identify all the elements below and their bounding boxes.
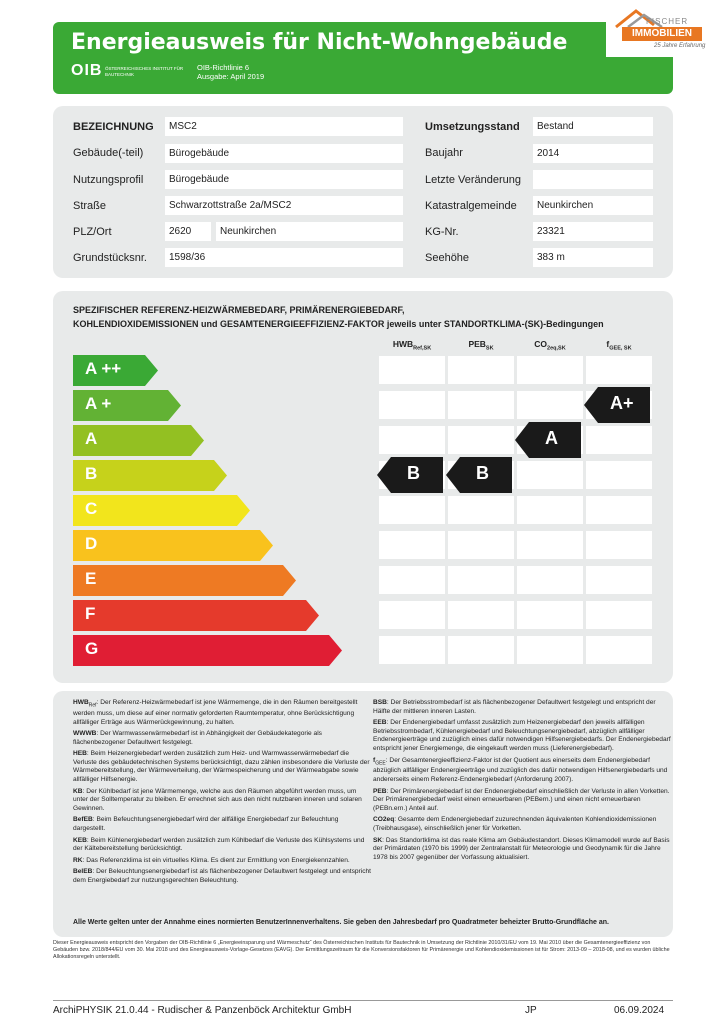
definition-text: : Der Endenergiebedarf umfasst zusätzlich zum Heizenergiebedarf den jeweils allfälligen Betriebsstrombedarf, Kühlenergiebedarf und Beleuchtungsenergiebedarf, abzüglich allfälliger Endenergieerträge und zuzüglich eines dafür notwendigen Hilfsenergiebedarfs. Der Endenergiebedarf entspricht jener Energiemenge, die eingekauft werden muss (Lieferenergiebedarf). <box>373 719 671 752</box>
grid-cell <box>517 636 583 664</box>
definition-text: : Der Kühlbedarf ist jene Wärmemenge, welche aus den Räumen abgeführt werden muss, um unter der Solltemperatur zu bleiben. Er errechnet sich aus den nicht nutzbaren inneren und solaren Gewinnen. <box>73 787 362 812</box>
strasse-value: Schwarzottstraße 2a/MSC2 <box>165 196 403 215</box>
definition-item <box>373 816 671 833</box>
grid-cell <box>448 356 514 384</box>
definition-item <box>73 699 371 727</box>
rating-title-line2: KOHLENDIOXIDEMISSIONEN und GESAMTENERGIEEFFIZIENZ-FAKTOR jeweils unter STANDORTKLIMA-(SK)-Bedingungen <box>73 319 604 329</box>
energy-band-4 <box>73 495 251 524</box>
footer-initials: JP <box>525 1005 537 1016</box>
definition-term-sub: Ref <box>88 702 97 709</box>
grid-cell <box>379 356 445 384</box>
result-marker-2 <box>515 422 583 458</box>
energy-band-7 <box>73 600 320 629</box>
grid-cell <box>448 566 514 594</box>
definition-text: : Beim Kühlenergiebedarf werden zusätzlich zum Kühlbedarf die Verluste des Kühlsystems und der Kältebereitstellung berücksichtigt. <box>73 836 365 853</box>
grid-cell <box>448 426 514 454</box>
energy-band-label: A ++ <box>85 359 122 378</box>
footer-software: ArchiPHYSIK 21.0.44 - Rudischer & Panzenböck Architektur GmbH <box>53 1005 352 1016</box>
definition-text: : Gesamte dem Endenergiebedarf zuzurechnenden äquivalenten Kohlendioxidemissionen (Treibhausgase), einschließlich jener für Vorketten. <box>373 816 657 833</box>
column-header-3 <box>586 339 652 352</box>
grundstuecksnr-label: Grundstücksnr. <box>73 252 147 264</box>
definition-text: : Der Gesamtenergieeffizienz-Faktor ist der Quotient aus einerseits dem Endenergiebedarf abzüglich allfälliger Endenergieerträge und zuzüglich des dafür notwendigen Hilfsenergiebedarfs und andererseits einem Referenz-Endenergiebedarf (Anforderung 2007). <box>373 756 668 784</box>
grundstuecksnr-value: 1598/36 <box>165 248 403 267</box>
kg-nr-label: KG-Nr. <box>425 226 459 238</box>
result-marker-label: A <box>545 428 558 448</box>
energy-band-label: D <box>85 534 98 553</box>
plz-ort-label: PLZ/Ort <box>73 226 112 238</box>
richtlinie-info <box>197 63 264 81</box>
brand-name-top: FISCHER <box>646 17 689 26</box>
richtlinie-label: OIB-Richtlinie 6 <box>197 63 250 72</box>
result-marker-label: B <box>476 463 489 483</box>
definition-text: : Das Standortklima ist das reale Klima am Gebäudestandort. Dieses Klimamodell wurde auf Basis der Primärdaten (1970 bis 1999) der Zentralanstalt für Meteorologie und Geodynamik für die Jahre 1978 bis 2007 gegenüber der Vorfassung aktualisiert. <box>373 836 670 861</box>
ausgabe-label: Ausgabe: April 2019 <box>197 72 265 81</box>
grid-cell <box>517 601 583 629</box>
energy-band-5 <box>73 530 274 559</box>
definition-term: KEB <box>73 836 87 844</box>
brand-name-main: IMMOBILIEN <box>622 27 702 41</box>
column-header-main: CO <box>534 339 548 349</box>
definition-term: EEB <box>373 719 387 727</box>
oib-logo: OIB <box>71 62 103 79</box>
grid-cell <box>517 566 583 594</box>
grid-cell <box>517 496 583 524</box>
grid-cell <box>586 566 652 594</box>
definition-text: : Der Warmwasserwärmebedarf ist in Abhängigkeit der Gebäudekategorie als flächenbezogener Defaultwert festgelegt. <box>73 730 322 746</box>
energy-band-0 <box>73 355 159 384</box>
energy-band-label: C <box>85 499 98 518</box>
baujahr-value: 2014 <box>533 144 653 163</box>
grid-cell <box>586 496 652 524</box>
definition-item <box>73 857 371 866</box>
grid-cell <box>448 636 514 664</box>
result-marker-1 <box>446 457 514 493</box>
definition-item <box>73 868 371 885</box>
energy-band-label: G <box>85 639 99 658</box>
header-banner <box>53 22 673 94</box>
umsetzungsstand-value: Bestand <box>533 117 653 136</box>
definition-term: WWWB <box>73 730 97 738</box>
energy-band-label: A + <box>85 394 112 413</box>
definition-item <box>373 757 671 785</box>
grid-cell <box>586 531 652 559</box>
definitions-note: Alle Werte gelten unter der Annahme eines normierten BenutzerInnenverhaltens. Sie geben den Jahresbedarf pro Quadratmeter beheizter Brutto-Grundfläche an. <box>73 919 610 926</box>
grid-cell <box>448 531 514 559</box>
energy-band-8 <box>73 635 343 664</box>
column-header-sub: Ref,SK <box>413 345 432 352</box>
column-header-sub: SK <box>485 345 494 352</box>
grid-cell <box>379 636 445 664</box>
definition-term: HWB <box>73 699 89 706</box>
gebaeude-value: Bürogebäude <box>165 144 403 163</box>
gebaeude-label: Gebäude(-teil) <box>73 147 144 159</box>
kg-nr-value: 23321 <box>533 222 653 241</box>
seehoehe-label: Seehöhe <box>425 252 470 264</box>
definitions-panel <box>53 691 673 937</box>
result-marker-label: A+ <box>610 393 634 413</box>
rating-title <box>73 303 663 331</box>
definition-item <box>73 788 371 814</box>
definition-term: KB <box>73 787 83 795</box>
oib-institute-name: ÖSTERREICHISCHES INSTITUT FÜR BAUTECHNIK <box>105 66 184 77</box>
brand-tagline: 25 Jahre Erfahrung <box>654 43 706 49</box>
energy-band-shape <box>73 635 342 666</box>
katastralgemeinde-value: Neunkirchen <box>533 196 653 215</box>
grid-cell <box>586 461 652 489</box>
definition-text: : Der Beleuchtungsenergiebedarf ist als flächenbezogener Defaultwert festgelegt und entspricht dem Energiebedarf zur nutzungsgerechten Beleuchtung. <box>73 868 371 884</box>
definition-term: BelEB <box>73 868 93 876</box>
grid-cell <box>379 566 445 594</box>
definition-term: RK <box>73 856 83 864</box>
grid-cell <box>448 391 514 419</box>
definition-term: HEB <box>73 750 87 758</box>
bezeichnung-label: BEZEICHNUNG <box>73 121 154 133</box>
grid-cell <box>379 496 445 524</box>
column-header-sub: 2eq,SK <box>547 345 566 352</box>
grid-cell <box>379 531 445 559</box>
grid-cell <box>517 461 583 489</box>
column-header-main: PEB <box>468 339 486 349</box>
strasse-label: Straße <box>73 200 107 212</box>
definition-item <box>373 788 671 814</box>
energy-band-shape <box>73 495 250 526</box>
building-info-panel <box>53 106 673 278</box>
grid-cell <box>448 601 514 629</box>
baujahr-label: Baujahr <box>425 147 463 159</box>
ort-value: Neunkirchen <box>216 222 403 241</box>
definition-text: : Das Referenzklima ist ein virtuelles Klima. Es dient zur Ermittlung von Energiekennzahlen. <box>82 856 350 864</box>
definition-term-sub: GEE <box>375 759 386 766</box>
energy-band-6 <box>73 565 297 594</box>
grid-cell <box>379 426 445 454</box>
legal-footnote: Dieser Energieausweis entspricht den Vorgaben der OIB-Richtlinie 6 „Energieeinsparung und Wärmeschutz“ des Österreichischen Instituts für Bautechnik in Umsetzung der Richtlinie 2010/31/EU vom 19. Mai 2010 über die Gesamtenergieeffizienz von Gebäuden bzw. 2018/844/EU vom 30. Mai 2018 und des Energieausweis-Vorlage-Gesetzes (EAVG). Der Ermittlungszeitraum für die Konversionsfaktoren für Primärenergie und Kohlendioxidemissionen ist für Strom: 2013-09 – 2018-08, und es wurden übliche Allokationsregeln unterstellt. <box>53 940 670 960</box>
column-header-main: HWB <box>392 339 414 349</box>
definitions-left-column <box>73 699 371 889</box>
column-header-0 <box>379 339 445 352</box>
document-title: Energieausweis für Nicht-Wohngebäude <box>71 30 568 55</box>
definition-text: : Der Primärenergiebedarf ist der Endenergiebedarf einschließlich der Verluste in allen Vorketten. Der Primärenergiebedarf weist einen erneuerbaren (PEBern.) und einen nicht erneuerbaren (PEBn.ern.) Anteil auf. <box>373 787 670 812</box>
column-header-main: f <box>606 339 610 349</box>
grid-cell <box>517 531 583 559</box>
katastralgemeinde-label: Katastralgemeinde <box>425 200 517 212</box>
energy-band-2 <box>73 425 205 454</box>
result-marker-3 <box>584 387 652 423</box>
grid-cell <box>517 391 583 419</box>
grid-cell <box>517 356 583 384</box>
energy-band-1 <box>73 390 182 419</box>
rating-title-line1: SPEZIFISCHER REFERENZ-HEIZWÄRMEBEDARF, PRIMÄRENERGIEBEDARF, <box>73 305 405 315</box>
plz-value: 2620 <box>165 222 211 241</box>
grid-cell <box>379 601 445 629</box>
column-header-2 <box>517 339 583 352</box>
grid-cell <box>586 636 652 664</box>
grid-cell <box>586 601 652 629</box>
definition-term: BSB <box>373 699 387 706</box>
energy-band-3 <box>73 460 228 489</box>
definition-text: : Beim Heizenergiebedarf werden zusätzlich zum Heiz- und Warmwasserwärmebedarf die Verluste des gebäudetechnischen Systems berücksichtigt, dazu zählen insbesondere die Verluste der Wärmebereitstellung, der Wärmeverteilung, der Wärmespeicherung und der Wärmeabgabe sowie allfälliger Hilfsenergie. <box>73 750 370 784</box>
definition-item <box>73 816 371 833</box>
energy-band-label: E <box>85 569 97 588</box>
energy-band-label: B <box>85 464 98 483</box>
energy-band-shape <box>73 530 273 561</box>
fischer-immobilien-logo <box>606 5 718 57</box>
definition-text: : Der Referenz-Heizwärmebedarf ist jene Wärmemenge, die in den Räumen bereitgestellt werden muss, um diese auf einer normativ geforderten Raumtemperatur, ohne Berücksichtigung allfälliger Erträge aus Wärmerückgewinnung, zu halten. <box>73 699 358 726</box>
definition-text: : Der Betriebsstrombedarf ist als flächenbezogener Defaultwert festgelegt und entspricht der Hälfte der mittleren inneren Lasten. <box>373 699 656 715</box>
definition-item <box>73 730 371 747</box>
definitions-right-column <box>373 699 671 865</box>
result-marker-label: B <box>407 463 420 483</box>
energy-band-label: A <box>85 429 98 448</box>
letzte-veraenderung-value <box>533 170 653 189</box>
result-marker-0 <box>377 457 445 493</box>
definition-term: PEB <box>373 787 387 795</box>
column-header-1 <box>448 339 514 352</box>
definition-term: CO2eq <box>373 816 395 824</box>
definition-item <box>373 837 671 863</box>
footer-date: 06.09.2024 <box>614 1005 665 1016</box>
energy-rating-panel <box>53 291 673 683</box>
energy-band-shape <box>73 600 319 631</box>
definition-item <box>73 750 371 784</box>
grid-cell <box>448 496 514 524</box>
energy-band-label: F <box>85 604 96 623</box>
footer-divider <box>53 1000 673 1001</box>
definition-term: BefEB <box>73 816 93 824</box>
definition-item <box>373 699 671 716</box>
grid-cell <box>586 356 652 384</box>
column-header-sub: GEE, SK <box>609 345 632 352</box>
definition-term: SK <box>373 836 383 844</box>
grid-cell <box>586 426 652 454</box>
nutzungsprofil-label: Nutzungsprofil <box>73 174 144 186</box>
seehoehe-value: 383 m <box>533 248 653 267</box>
energy-band-shape <box>73 565 296 596</box>
grid-cell <box>379 391 445 419</box>
umsetzungsstand-label: Umsetzungsstand <box>425 121 520 133</box>
bezeichnung-value: MSC2 <box>165 117 403 136</box>
definition-text: : Beim Befeuchtungsenergiebedarf wird der allfällige Energiebedarf zur Befeuchtung dargestellt. <box>73 816 339 833</box>
definition-item <box>73 837 371 854</box>
nutzungsprofil-value: Bürogebäude <box>165 170 403 189</box>
definition-item <box>373 719 671 753</box>
letzte-veraenderung-label: Letzte Veränderung <box>425 174 522 186</box>
definition-term: f <box>373 756 376 764</box>
